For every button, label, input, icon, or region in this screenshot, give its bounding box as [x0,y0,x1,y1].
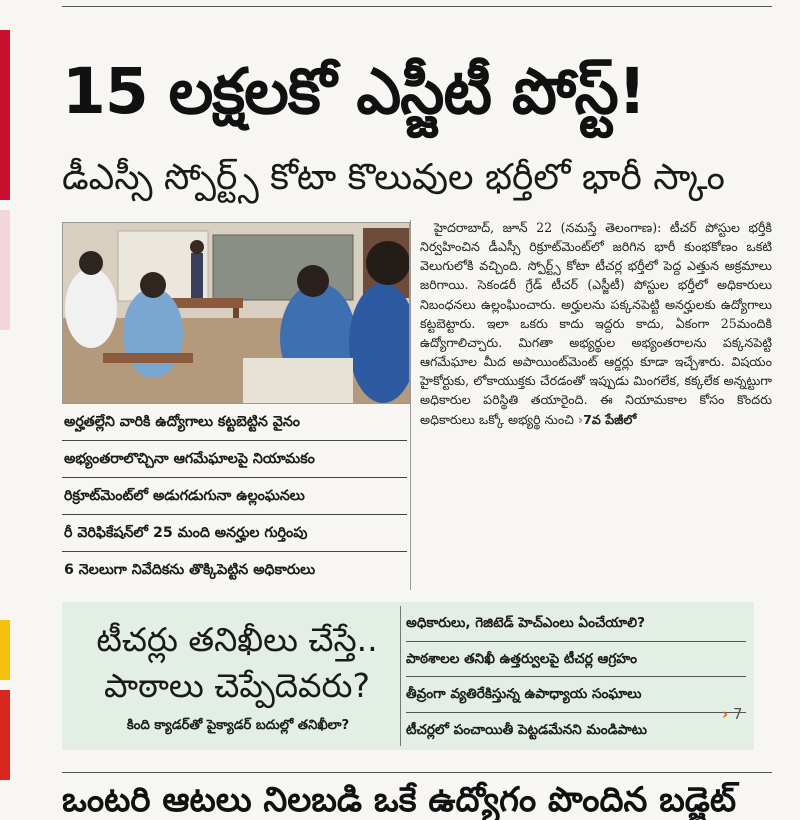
box-title-line2: పాఠాలు చెప్పేదెవరు? [103,666,370,705]
left-edge-yellow-strip [0,620,10,680]
box-point: టీచర్లలో పంచాయితీ పెట్టడమేనని మండిపాటు [406,721,647,738]
article-headline: 15 లక్షలకో ఎస్జీటీ పోస్ట్! [62,55,646,128]
teachers-inspection-box [62,602,754,750]
bottom-rule [62,772,772,773]
box-title-line1: టీచర్లు తనిఖీలు చేస్తే.. [96,620,378,659]
box-page-reference[interactable] [722,705,743,723]
box-points [406,606,746,747]
highlight-item: అభ్యంతరాలొచ్చినా ఆగమేఘాలపై నియామకం [62,441,407,478]
article-body-text: హైదరాబాద్, జూన్ 22 (నమస్తే తెలంగాణ): టీచర్ పోస్టుల భర్తీకి నిర్వహించిన డీఎస్సీ రిక్రూట్‌మెంట్‌లో జరిగిన భారీ కుంభకోణం ఒకటి వెలుగులోకి వచ్చింది. స్పోర్ట్స్ కోటా టీచర్ల భర్తీలో పెద్ద ఎత్తున అక్రమాలు జరిగాయి. సెకండరీ గ్రేడ్ టీచర్ (ఎస్జీటీ) పోస్టుల భర్తీలో అధికారులు నిబంధనలు ఉల్లంఘించారు. అర్హులను పక్కనపెట్టి అనర్హులకు ఉద్యోగాలు కట్టబెట్టారు. ఇలా ఒకరు కాదు ఇద్దరు కాదు, ఏకంగా 25మందికి ఉద్యోగాలిచ్చారు. మిగతా అభ్యర్థుల అభ్యంతరాలను పక్కనపెట్టి ఆగమేఘాల మీద అపాయింట్‌మెంట్ ఆర్డర్లు కూడా ఇచ్చేశారు. విషయం హైకోర్టుకు, లోకాయుక్తకు చేరడంతో ఇప్పుడు మింగలేక, కక్కలేక అన్నట్టుగా అధికారుల పరిస్థితి తయారైంది. ఈ నియామకాల కోసం కొందరు అధికారులు ఒక్కో అభ్యర్థి నుంచి [420,220,772,427]
continued-label: 7వ పేజీలో [583,411,637,427]
top-rule [62,6,772,7]
box-point: తీవ్రంగా వ్యతిరేకిస్తున్న ఉపాధ్యాయ సంఘాలు [406,677,746,713]
highlight-item: రీ వెరిఫికేషన్‌లో 25 మంది అనర్హుల గుర్తింపు [62,515,407,552]
classroom-image-icon [63,223,409,403]
box-point: అధికారులు, గెజిటెడ్ హెచ్ఎంలు ఏంచేయాలి? [406,606,746,642]
continue-arrow-icon: › [577,411,584,427]
box-subtitle: కింది క్యాడర్‌తో పైక్యాడర్ బదుల్లో తనిఖీలా? [126,718,350,733]
article-subheadline: డీఎస్సీ స్పోర్ట్స్ కోటా కొలువుల భర్తీలో భారీ స్కాం [62,157,725,198]
article-body [420,218,772,429]
box-title-area [62,602,400,750]
classroom-photo [62,222,410,404]
highlight-item: అర్హతల్లేని వారికి ఉద్యోగాలు కట్టబెట్టిన వైనం [62,404,407,441]
box-divider [400,606,401,746]
box-point: పాఠశాలల తనిఖీ ఉత్తర్వులపై టీచర్ల ఆగ్రహం [406,642,746,678]
continued-link[interactable] [578,412,636,427]
box-page-number: 7 [732,705,743,723]
left-edge-pink-strip [0,210,10,330]
section-divider [410,220,411,590]
highlight-item: రిక్రూట్‌మెంట్‌లో అడుగడుగునా ఉల్లంఘనలు [62,478,407,515]
highlight-item: 6 నెలలుగా నివేదికను తొక్కిపెట్టిన అధికారులు [64,562,316,578]
page-arrow-icon: › [722,705,729,723]
left-edge-red-strip [0,30,10,200]
highlights-list [62,404,407,588]
next-article-headline: ఒంటరి ఆటలు నిలబడి ఒకే ఉద్యోగం పొందిన బడ్జెట్ [62,780,737,820]
left-edge-red-strip-lower [0,690,10,780]
